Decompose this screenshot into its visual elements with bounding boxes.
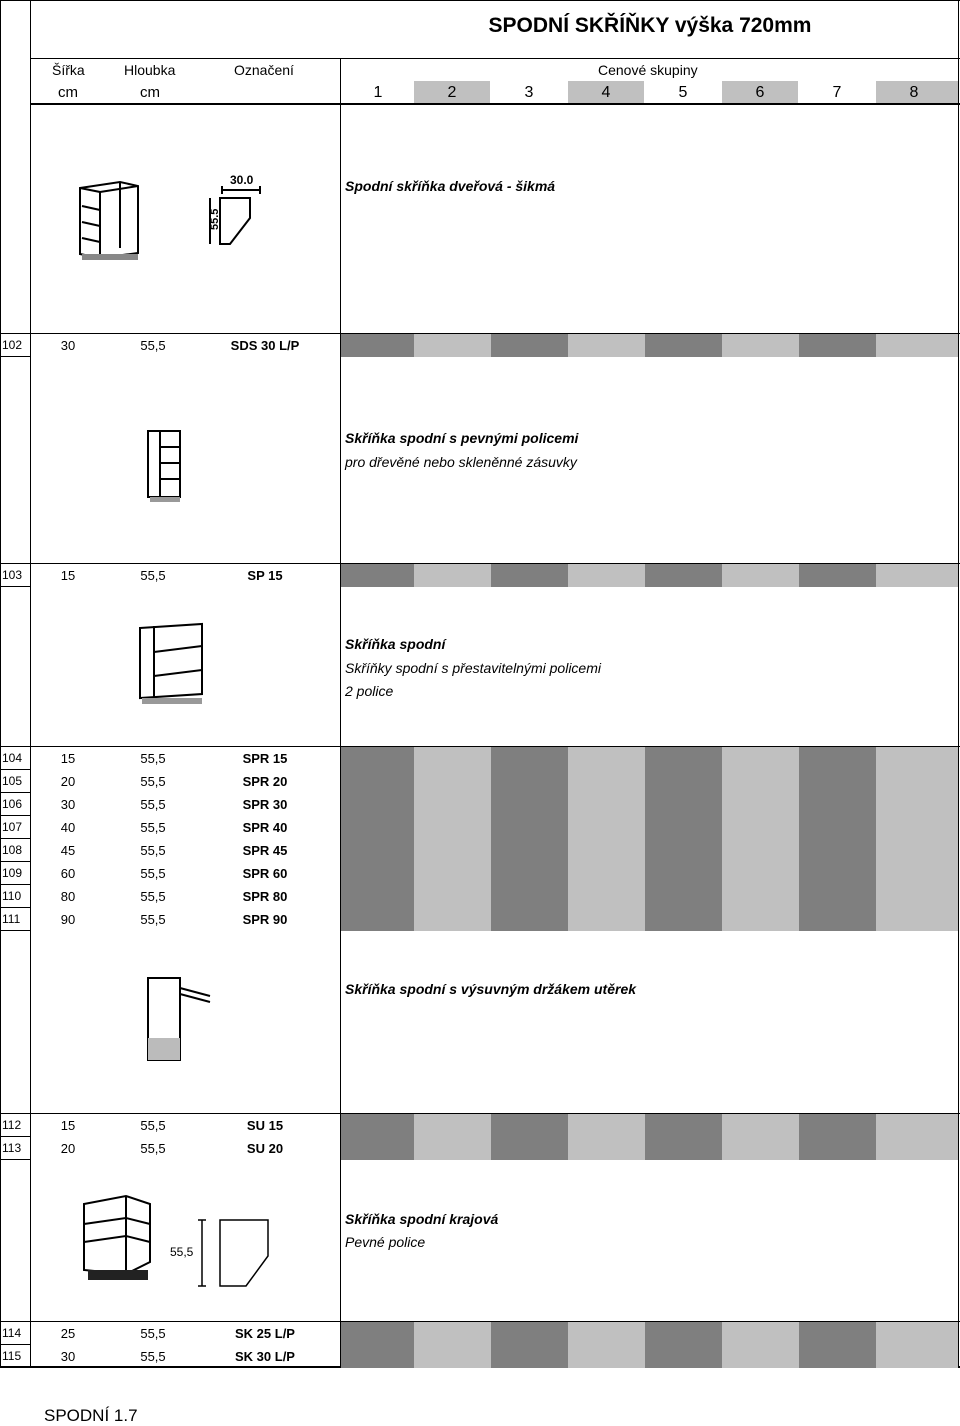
depth-value: 55,5	[140, 797, 166, 812]
section5-subtitle: Pevné police	[345, 1234, 426, 1250]
col-code-header: Označení	[234, 62, 294, 78]
table-row	[0, 1114, 340, 1137]
width-value: 20	[60, 774, 76, 789]
table-row	[0, 747, 340, 770]
item-number: 107	[2, 820, 23, 834]
depth-value: 55,5	[140, 889, 166, 904]
table-row	[0, 839, 340, 862]
table-row	[0, 862, 340, 885]
item-number: 106	[2, 797, 23, 811]
width-value: 25	[60, 1326, 76, 1341]
price-cell-group-2	[414, 747, 491, 931]
depth-value: 55,5	[140, 338, 166, 353]
item-number: 104	[2, 751, 23, 765]
price-cell-group-3	[491, 747, 568, 931]
depth-value: 55,5	[140, 774, 166, 789]
depth-value: 55,5	[140, 866, 166, 881]
item-number: 105	[2, 774, 23, 788]
product-code: SPR 20	[242, 774, 288, 789]
product-code: SPR 15	[242, 751, 288, 766]
price-cell-group-5	[645, 747, 722, 931]
shelf-cabinet-drawing	[140, 425, 190, 510]
section2-title: Skříňka spodní s pevnými policemi	[345, 430, 579, 446]
price-cell-group-7	[799, 1322, 876, 1368]
price-cell-group-2	[414, 1114, 491, 1160]
price-cell-group-4	[568, 1322, 645, 1368]
section3-title: Skříňka spodní	[345, 636, 446, 652]
price-cell-group-4	[568, 564, 645, 587]
width-value: 30	[60, 338, 76, 353]
width-value: 15	[60, 751, 76, 766]
depth-value: 55,5	[140, 1349, 166, 1364]
product-code: SPR 90	[242, 912, 288, 927]
section3-shelf-count: 2 police	[345, 683, 394, 699]
price-cell-group-7	[799, 334, 876, 357]
table-row	[0, 1137, 340, 1160]
price-cell-group-5	[645, 1114, 722, 1160]
price-cell-group-8	[876, 1322, 958, 1368]
depth-value: 55,5	[140, 751, 166, 766]
width-value: 60	[60, 866, 76, 881]
item-number: 113	[2, 1141, 22, 1155]
top-border	[0, 0, 960, 1]
plinth-shape	[88, 1270, 148, 1280]
table-row	[0, 816, 340, 839]
price-group-5: 5	[678, 84, 688, 101]
price-cell-group-8	[876, 564, 958, 587]
price-cell-group-2	[414, 334, 491, 357]
product-code: SPR 80	[242, 889, 288, 904]
price-cell-group-7	[799, 747, 876, 931]
plinth-shape	[150, 497, 180, 502]
price-cell-group-6	[722, 334, 799, 357]
page-title: SPODNÍ SKŘÍŇKY výška 720mm	[488, 14, 812, 37]
item-number: 103	[2, 568, 23, 582]
table-row	[0, 1322, 340, 1345]
item-number: 112	[2, 1118, 22, 1132]
price-cell-group-5	[645, 334, 722, 357]
price-cell-group-3	[491, 564, 568, 587]
price-cell-group-2	[414, 564, 491, 587]
product-code: SP 15	[247, 568, 283, 583]
depth-value: 55,5	[140, 843, 166, 858]
left-border	[0, 0, 1, 1368]
depth-value: 55,5	[140, 1141, 166, 1156]
section1-title: Spodní skříňka dveřová - šikmá	[345, 178, 556, 194]
product-code: SK 30 L/P	[235, 1349, 295, 1364]
width-value: 15	[60, 568, 76, 583]
plinth-shape	[142, 698, 202, 704]
item-number: 115	[2, 1349, 22, 1363]
price-cell-group-6	[722, 1322, 799, 1368]
table-row	[0, 770, 340, 793]
unit-width: cm	[58, 84, 78, 101]
page-footer: SPODNÍ 1.7	[44, 1406, 138, 1425]
price-group-1: 1	[373, 84, 383, 101]
product-code: SK 25 L/P	[235, 1326, 295, 1341]
table-row	[0, 885, 340, 908]
product-code: SPR 45	[242, 843, 288, 858]
dimension-label-top: 30.0	[230, 173, 254, 187]
depth-value: 55,5	[140, 912, 166, 927]
table-row	[0, 908, 340, 931]
price-cell-group-6	[722, 1114, 799, 1160]
price-cell-group-8	[876, 334, 958, 357]
price-cell-group-4	[568, 1114, 645, 1160]
col-width-header: Šířka	[52, 62, 85, 78]
row-divider	[0, 930, 30, 931]
col-depth-header: Hloubka	[124, 62, 176, 78]
price-cell-group-7	[799, 1114, 876, 1160]
price-cell-group-5	[645, 564, 722, 587]
product-code: SU 20	[246, 1141, 284, 1156]
item-number: 110	[2, 889, 22, 903]
price-cell-group-2	[414, 1322, 491, 1368]
price-group-2: 2	[447, 84, 457, 101]
table-row	[0, 793, 340, 816]
section4-title: Skříňka spodní s výsuvným držákem utěrek	[345, 981, 637, 997]
price-cell-group-4	[568, 334, 645, 357]
row-divider	[0, 586, 30, 587]
dimension-label-side: 55.5	[209, 208, 221, 230]
price-cell-group-1	[341, 747, 414, 931]
unit-depth: cm	[140, 84, 160, 101]
table-row	[0, 1345, 340, 1368]
item-number: 111	[2, 912, 21, 926]
item-number: 108	[2, 843, 23, 857]
price-group-8: 8	[909, 84, 919, 101]
table-row	[0, 564, 340, 587]
price-cell-group-1	[341, 334, 414, 357]
plinth-shape	[82, 254, 138, 260]
price-cell-group-8	[876, 1114, 958, 1160]
depth-value: 55,5	[140, 568, 166, 583]
price-cell-group-1	[341, 1114, 414, 1160]
price-cell-group-5	[645, 1322, 722, 1368]
product-code: SDS 30 L/P	[230, 338, 300, 353]
price-group-6: 6	[755, 84, 765, 101]
product-code: SU 15	[246, 1118, 284, 1133]
title-underline	[30, 58, 960, 59]
price-cell-group-3	[491, 1322, 568, 1368]
price-cell-group-6	[722, 564, 799, 587]
depth-value: 55,5	[140, 1326, 166, 1341]
plinth-shape	[148, 1038, 180, 1060]
width-value: 30	[60, 797, 76, 812]
table-row	[0, 334, 340, 357]
price-cell-group-1	[341, 564, 414, 587]
right-border	[958, 0, 959, 1368]
width-value: 30	[60, 1349, 76, 1364]
price-cell-group-7	[799, 564, 876, 587]
adjustable-shelf-cabinet-drawing	[130, 618, 220, 714]
price-cell-group-1	[341, 1322, 414, 1368]
width-value: 15	[60, 1118, 76, 1133]
angled-cabinet-drawing	[60, 158, 310, 288]
item-number: 114	[2, 1326, 22, 1340]
price-group-3: 3	[524, 84, 534, 101]
dimension-label: 55,5	[170, 1245, 194, 1259]
width-value: 40	[60, 820, 76, 835]
section5-title: Skříňka spodní krajová	[345, 1211, 499, 1227]
price-cell-group-8	[876, 747, 958, 931]
end-cabinet-drawing	[70, 1190, 290, 1294]
number-column-divider	[30, 0, 31, 1368]
width-value: 20	[60, 1141, 76, 1156]
price-cell-group-4	[568, 747, 645, 931]
depth-value: 55,5	[140, 820, 166, 835]
depth-value: 55,5	[140, 1118, 166, 1133]
row-divider	[0, 356, 30, 357]
product-code: SPR 30	[242, 797, 288, 812]
product-code: SPR 60	[242, 866, 288, 881]
item-number: 102	[2, 338, 23, 352]
towel-rail-cabinet-drawing	[140, 968, 220, 1072]
price-groups-header: Cenové skupiny	[598, 62, 698, 78]
section3-subtitle: Skříňky spodní s přestavitelnými policemi	[345, 660, 601, 676]
width-value: 90	[60, 912, 76, 927]
product-code: SPR 40	[242, 820, 288, 835]
price-cell-group-3	[491, 334, 568, 357]
item-number: 109	[2, 866, 23, 880]
width-value: 80	[60, 889, 76, 904]
header-underline	[30, 103, 960, 105]
price-group-4: 4	[601, 84, 611, 101]
price-column-divider	[340, 58, 341, 1368]
width-value: 45	[60, 843, 76, 858]
row-divider	[0, 1159, 30, 1160]
price-cell-group-6	[722, 747, 799, 931]
section2-subtitle: pro dřevěné nebo skleněnné zásuvky	[345, 454, 577, 470]
price-group-7: 7	[832, 84, 842, 101]
price-cell-group-3	[491, 1114, 568, 1160]
row-divider	[0, 1367, 30, 1368]
